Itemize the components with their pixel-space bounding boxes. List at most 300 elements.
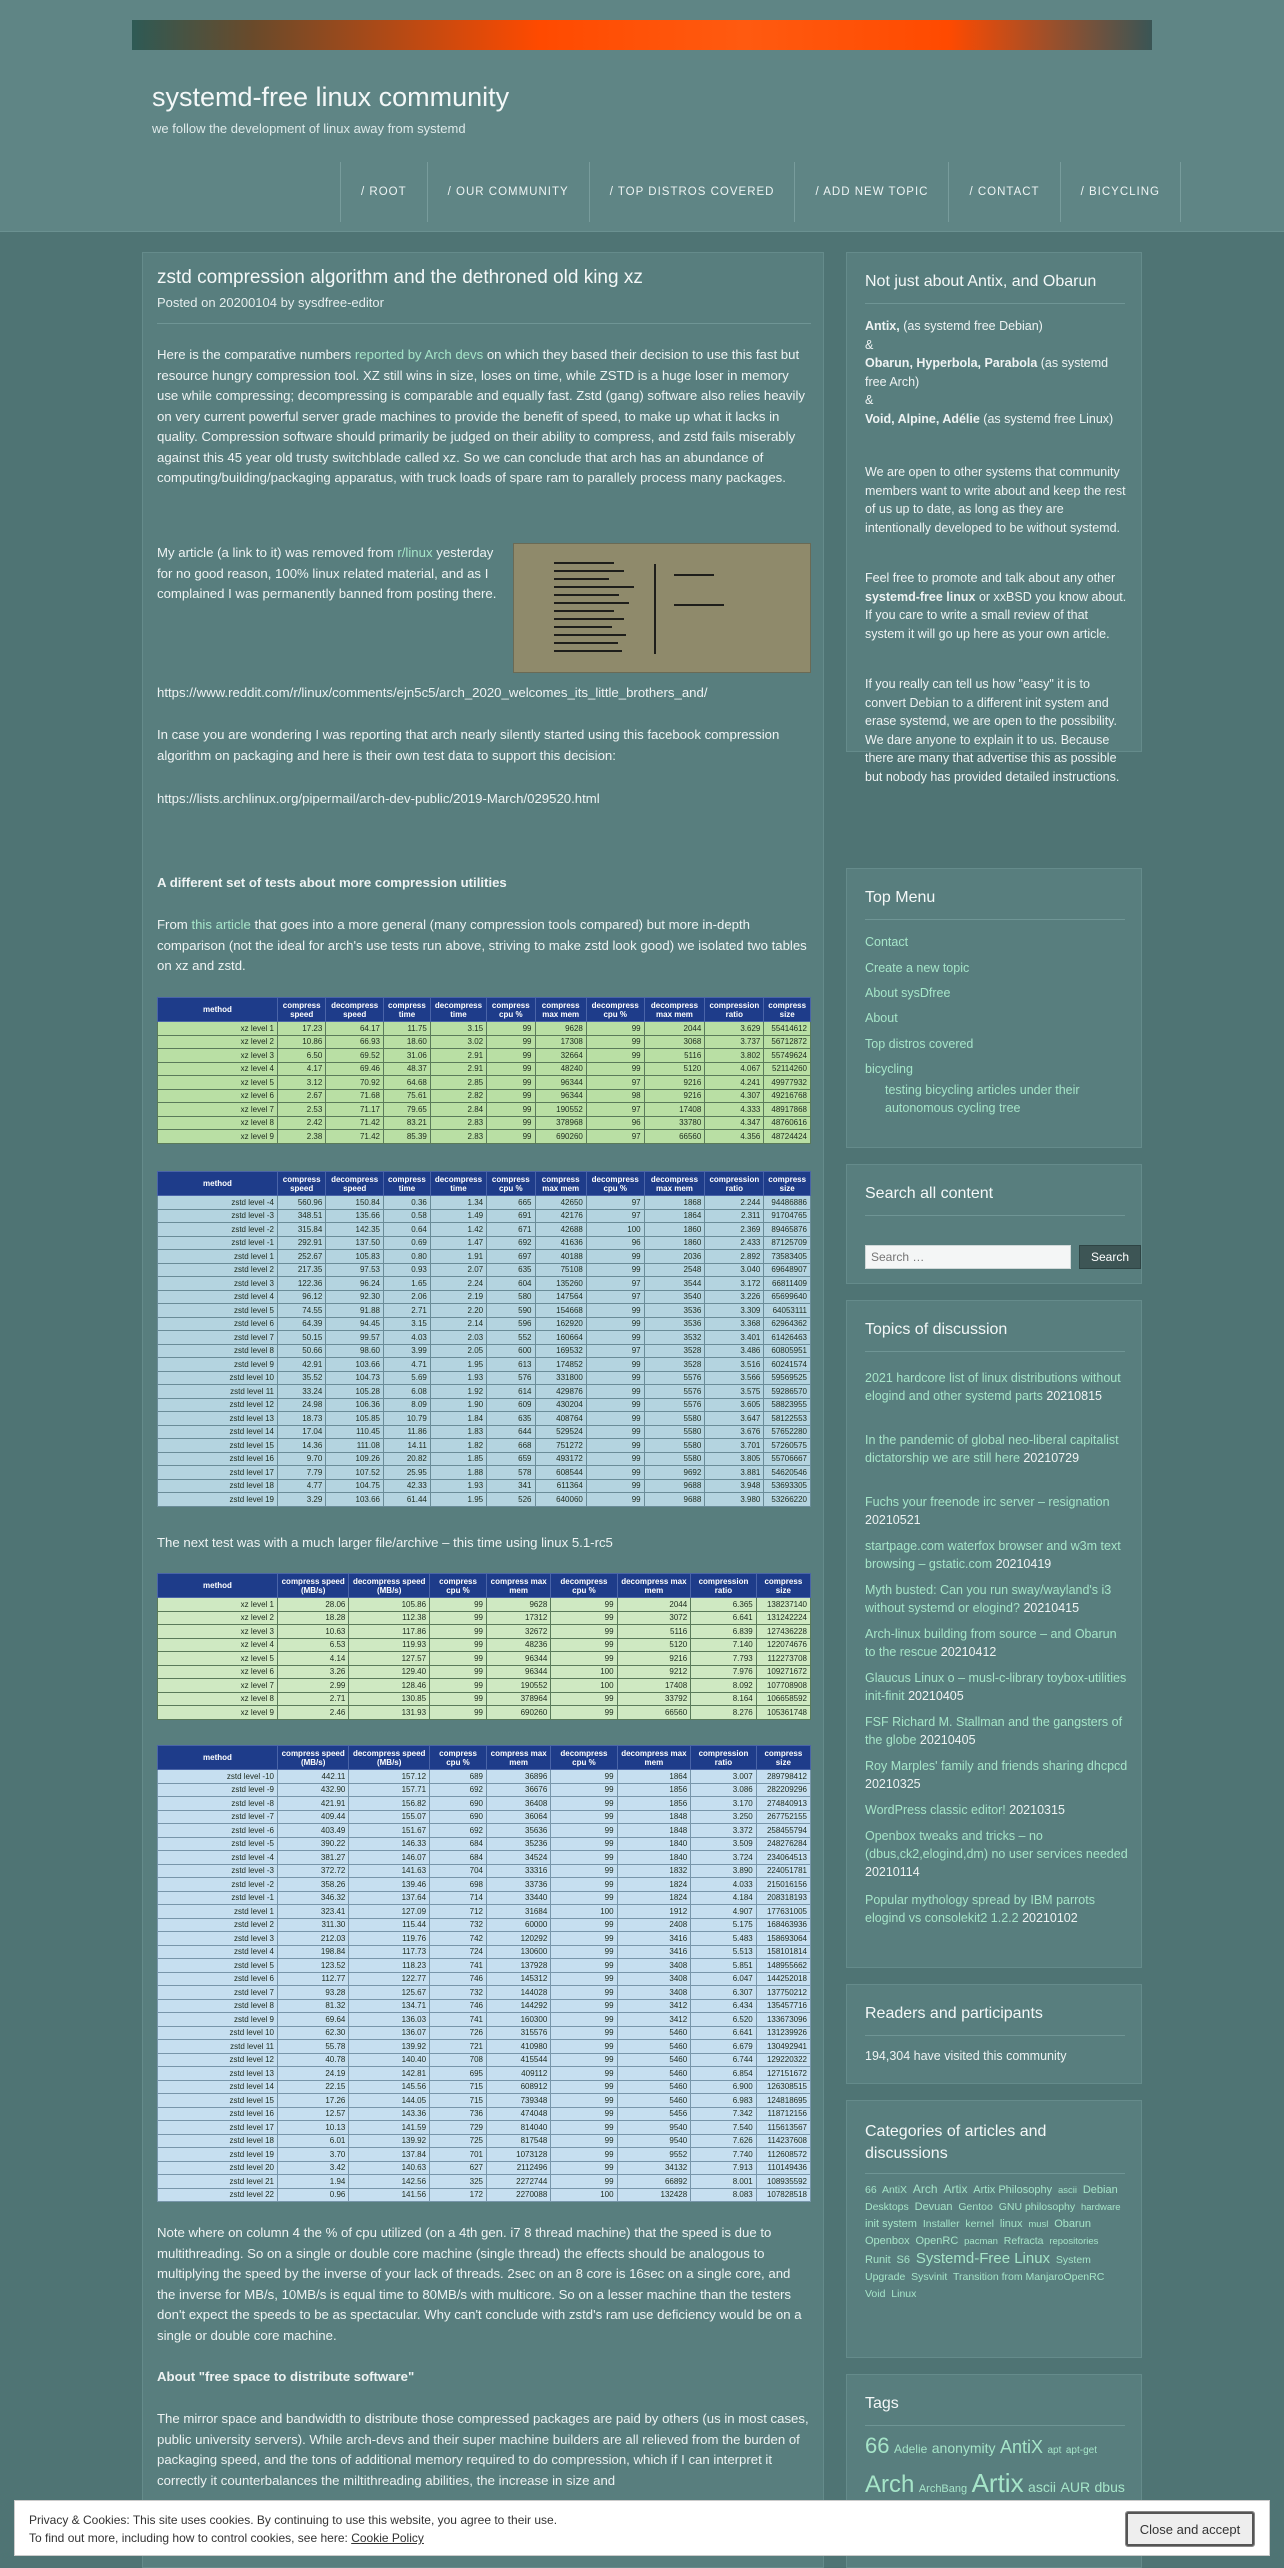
tag-link[interactable]: ArchBang (918, 2483, 968, 2495)
table-cell: 1.88 (430, 1466, 486, 1480)
table-cell: 7.140 (691, 1638, 757, 1652)
table-cell: 137.50 (326, 1236, 384, 1250)
category-link[interactable]: Runit (865, 2254, 891, 2266)
table-row (158, 1598, 811, 1612)
table-cell: 97 (586, 1076, 644, 1090)
column-header: compress size (764, 998, 811, 1022)
table-cell: 99 (551, 1692, 617, 1706)
nav-bicycling[interactable]: / BICYCLING (1061, 162, 1181, 222)
table-cell: 9540 (617, 2134, 691, 2148)
table-cell: 136.03 (349, 2013, 430, 2027)
table-cell: 2.244 (705, 1196, 764, 1210)
table-cell: 2.38 (278, 1130, 326, 1144)
table-row (158, 1116, 811, 1130)
table-cell: 1.85 (430, 1452, 486, 1466)
tag-link[interactable]: AntiX (1000, 2437, 1044, 2457)
table-cell: 529524 (535, 1425, 586, 1439)
cookie-text (29, 2511, 557, 2547)
tag-link[interactable]: ascii (1028, 2479, 1057, 2495)
table-cell: 141.63 (349, 1864, 430, 1878)
table-cell: 3.629 (705, 1022, 764, 1036)
post-meta (157, 295, 384, 310)
tag-link[interactable]: Adelie (893, 2442, 928, 2456)
menu-sub-bicycling[interactable]: testing bicycling articles under their autonomous cycling tree (885, 1083, 1080, 1115)
paragraph-mirror-space: The mirror space and bandwidth to distribute those compressed packages are paid by others (us in most cases, public university servers). While arch-devs and their super machine builders are all relieved from the burden of packaging speed, and the tons of additional memory required to do compression, which if I can interpret it correctly it counterbalances the miltithreading abilities, the increase in size and (157, 2411, 809, 2488)
table-cell: 3.805 (705, 1452, 764, 1466)
table-row (158, 1493, 811, 1507)
cookie-line-2 (29, 2529, 557, 2547)
table-cell: 106.36 (326, 1398, 384, 1412)
table-cell: 25.95 (384, 1466, 431, 1480)
table-row (158, 1959, 811, 1973)
table-row (158, 1425, 811, 1439)
table-cell: 99 (551, 2053, 617, 2067)
table-cell: 48760616 (764, 1116, 811, 1130)
table-cell: zstd level -6 (158, 1824, 278, 1838)
table-cell: 3.26 (278, 1665, 349, 1679)
topic-link[interactable]: 2021 hardcore list of linux distributions without elogind and other systemd parts (865, 1371, 1121, 1403)
category-link[interactable]: repositories (1049, 2236, 1099, 2247)
table-cell: 135260 (535, 1277, 586, 1291)
table-cell: 190552 (535, 1103, 586, 1117)
table-cell: 0.58 (384, 1209, 431, 1223)
cookie-policy-link[interactable]: Cookie Policy (351, 2531, 424, 2545)
rlinux-link[interactable]: r/linux (397, 545, 433, 560)
category-link[interactable]: Void (865, 2288, 886, 2300)
table-cell: 1824 (617, 1891, 691, 1905)
table-cell: 99 (551, 1837, 617, 1851)
category-link[interactable]: kernel (965, 2218, 995, 2230)
table-cell: 6.53 (278, 1638, 349, 1652)
table-row (158, 1452, 811, 1466)
category-link[interactable]: S6 (896, 2254, 910, 2266)
tag-link[interactable]: apt (1047, 2445, 1062, 2456)
table-cell: 130.85 (349, 1692, 430, 1706)
table-cell: 692 (487, 1236, 535, 1250)
table-cell: 560.96 (278, 1196, 326, 1210)
column-header: compression ratio (691, 1746, 757, 1770)
topic-link[interactable]: Myth busted: Can you run sway/wayland's i3 without systemd or elogind? (865, 1583, 1112, 1615)
category-link[interactable]: Desktops (865, 2201, 909, 2213)
table-cell: 609 (487, 1398, 535, 1412)
column-header: method (158, 998, 278, 1022)
widget-readers (846, 1984, 1142, 2084)
menu-contact[interactable]: Contact (865, 935, 909, 949)
table-cell: 97 (586, 1209, 644, 1223)
table-cell: xz level 7 (158, 1679, 278, 1693)
menu-top-distros[interactable]: Top distros covered (865, 1037, 974, 1051)
arch-list-link[interactable]: https://lists.archlinux.org/pipermail/arch-dev-public/2019-March/029520.html (157, 791, 600, 806)
table-cell: xz level 7 (158, 1103, 278, 1117)
table-cell: 403.49 (278, 1824, 349, 1838)
topic-link[interactable]: Fuchs your freenode irc server – resignation (865, 1495, 1110, 1509)
table-cell: 2.07 (430, 1263, 486, 1277)
search-button[interactable]: Search (1079, 1245, 1141, 1269)
this-article-link[interactable]: this article (191, 917, 251, 932)
table-cell: 125.67 (349, 1986, 430, 2000)
table-cell: xz level 5 (158, 1076, 278, 1090)
table-cell: xz level 6 (158, 1089, 278, 1103)
table-cell: 5576 (644, 1371, 705, 1385)
category-link[interactable]: Transition from ManjaroOpenRC (952, 2271, 1105, 2283)
topic-link[interactable]: Arch-linux building from source – and Obarun to the rescue (865, 1627, 1117, 1659)
table-cell: 14.36 (278, 1439, 326, 1453)
table-cell: zstd level 1 (158, 1905, 278, 1919)
table-cell: 4.71 (384, 1358, 431, 1372)
table-cell: 315576 (487, 2026, 551, 2040)
column-header: compress cpu % (487, 1172, 535, 1196)
table-cell: 2270088 (487, 2188, 551, 2202)
table-cell: 248276284 (756, 1837, 810, 1851)
widget-title: Tags (865, 2395, 899, 2412)
table-cell: 1.93 (430, 1371, 486, 1385)
tag-link[interactable]: dbus (1094, 2479, 1125, 2495)
tag-link[interactable]: apt-get (1065, 2445, 1097, 2456)
table-cell: 33736 (487, 1878, 551, 1892)
widget-title: Readers and participants (865, 2005, 1043, 2022)
menu-create-topic[interactable]: Create a new topic (865, 961, 970, 975)
table-cell: zstd level -3 (158, 1209, 278, 1223)
table-cell: 174852 (535, 1358, 586, 1372)
category-link[interactable]: Refracta (1003, 2235, 1044, 2247)
category-link[interactable]: ascii (1058, 2185, 1078, 2196)
table-cell: 138237140 (756, 1598, 810, 1612)
search-input[interactable] (865, 1245, 1071, 1269)
table-cell: 1860 (644, 1236, 705, 1250)
table-cell: 2.03 (430, 1331, 486, 1345)
table-cell: 608544 (535, 1466, 586, 1480)
category-link[interactable]: Devuan (914, 2201, 953, 2213)
table-cell: 0.69 (384, 1236, 431, 1250)
table-cell: 99 (586, 1439, 644, 1453)
table-cell: 52114260 (764, 1062, 811, 1076)
table-cell: 10.79 (384, 1412, 431, 1426)
table-cell: 112.77 (278, 1972, 349, 1986)
table-cell: 3.980 (705, 1493, 764, 1507)
topic-link[interactable]: FSF Richard M. Stallman and the gangsters of the globe (865, 1715, 1123, 1747)
nav-contact[interactable]: / CONTACT (949, 162, 1060, 222)
table-cell: 99 (430, 1665, 487, 1679)
table-cell: zstd level 5 (158, 1959, 278, 1973)
menu-about[interactable]: About (865, 1011, 898, 1025)
menu-bicycling[interactable]: bicycling (865, 1062, 913, 1076)
table-cell: 695 (430, 2067, 487, 2081)
tag-link[interactable]: Artix (971, 2468, 1024, 2498)
column-header: compress time (384, 998, 431, 1022)
table-cell: 128.46 (349, 1679, 430, 1693)
table-cell: 99 (551, 2134, 617, 2148)
close-and-accept-button[interactable]: Close and accept (1125, 2511, 1255, 2547)
table-cell: 3408 (617, 1986, 691, 2000)
table-cell: 9688 (644, 1479, 705, 1493)
table-cell: 146.07 (349, 1851, 430, 1865)
table-cell: zstd level 9 (158, 1358, 278, 1372)
table-cell: 252.67 (278, 1250, 326, 1264)
table-cell: 2.311 (705, 1209, 764, 1223)
category-cloud (865, 2181, 1129, 2303)
table-cell: 140.40 (349, 2053, 430, 2067)
topic-link[interactable]: startpage.com waterfox browser and w3m text browsing – gstatic.com (865, 1539, 1121, 1571)
table-cell: 115613567 (756, 2121, 810, 2135)
table-cell: 714 (430, 1891, 487, 1905)
site-title[interactable]: systemd-free linux community (152, 82, 510, 112)
divider (865, 303, 1125, 304)
table-cell: 96344 (487, 1665, 551, 1679)
table-cell: 715 (430, 2080, 487, 2094)
column-header: compression ratio (705, 1172, 764, 1196)
table-cell: 99 (487, 1116, 535, 1130)
table-cell: 59286570 (764, 1385, 811, 1399)
topic-link[interactable]: Glaucus Linux o – musl-c-library toybox-utilities init-finit (865, 1671, 1127, 1703)
table-cell: 2.42 (278, 1116, 326, 1130)
table-cell: 2.05 (430, 1344, 486, 1358)
table-cell: 60241574 (764, 1358, 811, 1372)
category-link[interactable]: Gentoo (958, 2201, 993, 2213)
topic-link[interactable]: Popular mythology spread by IBM parrots elogind vs consolekit2 1.2.2 (865, 1893, 1095, 1925)
post-title[interactable]: zstd compression algorithm and the dethroned old king xz (157, 267, 643, 288)
table-cell: 120292 (487, 1932, 551, 1946)
category-link[interactable]: GNU philosophy (998, 2201, 1076, 2213)
table-cell: 736 (430, 2107, 487, 2121)
table-cell: 53266220 (764, 1493, 811, 1507)
table-row (158, 1851, 811, 1865)
table-row (158, 1905, 811, 1919)
table-cell: zstd level -2 (158, 1223, 278, 1237)
table-cell: 7.793 (691, 1652, 757, 1666)
category-link[interactable]: 66 (865, 2184, 877, 2196)
table-cell: 71.42 (326, 1116, 384, 1130)
table-cell: zstd level 17 (158, 1466, 278, 1480)
nav-root[interactable]: / ROOT (341, 162, 428, 222)
table-cell: 1.34 (430, 1196, 486, 1210)
table-cell: 11.75 (384, 1022, 431, 1036)
table-cell: 118712156 (756, 2107, 810, 2121)
table-row (158, 1196, 811, 1210)
tag-link[interactable]: 66 (865, 2433, 890, 2458)
text: that goes into a more general (many compression tools compared) but more in-depth comparison (not the ideal for arch's use tests run above, striving to make zstd look good) we isolated two tables on xz and zstd. (157, 917, 807, 973)
menu-about-sysdfree[interactable]: About sysDfree (865, 986, 951, 1000)
table-row (158, 1824, 811, 1838)
table-cell: 493172 (535, 1452, 586, 1466)
table-cell: 3.15 (384, 1317, 431, 1331)
topic-link[interactable]: In the pandemic of global neo-liberal capitalist dictatorship we are still here (865, 1433, 1119, 1465)
table-cell: 323.41 (278, 1905, 349, 1919)
text: or xxBSD you know about. If you care to write a small review of that system it will go up here as your own article. (865, 589, 1127, 641)
table-cell: 112.38 (349, 1611, 430, 1625)
table-cell: 94486886 (764, 1196, 811, 1210)
table-cell: 119.93 (349, 1638, 430, 1652)
arch-test-data-screenshot[interactable] (513, 543, 811, 673)
category-link[interactable]: AntiX (881, 2184, 908, 2196)
table-cell: zstd level 16 (158, 1452, 278, 1466)
table-cell: zstd level 5 (158, 1304, 278, 1318)
table-cell: 147564 (535, 1290, 586, 1304)
table-cell: 224051781 (756, 1864, 810, 1878)
topic-date: 20210729 (1023, 1451, 1080, 1465)
table-cell: 36676 (487, 1783, 551, 1797)
category-link[interactable]: Systemd-Free Linux (915, 2250, 1051, 2267)
table-cell: 611364 (535, 1479, 586, 1493)
category-link[interactable]: OpenRC (915, 2235, 959, 2247)
table-cell: 697 (487, 1250, 535, 1264)
table-cell: 97 (586, 1344, 644, 1358)
category-link[interactable]: hardware (1080, 2202, 1121, 2213)
table-cell: 99 (487, 1022, 535, 1036)
table-cell: 129220322 (756, 2053, 810, 2067)
table-cell: 4.77 (278, 1479, 326, 1493)
category-link[interactable]: System Upgrade (865, 2254, 1091, 2283)
table-cell: 99 (487, 1076, 535, 1090)
paragraph-from-article (157, 915, 811, 977)
table-row (158, 1891, 811, 1905)
category-link[interactable]: musl (1028, 2219, 1049, 2230)
category-link[interactable]: Artix Philosophy (973, 2184, 1053, 2196)
table-row (158, 1317, 811, 1331)
table-cell: 2.892 (705, 1250, 764, 1264)
table-cell: zstd level 15 (158, 1439, 278, 1453)
table-cell: 10.86 (278, 1035, 326, 1049)
table-cell: 71.17 (326, 1103, 384, 1117)
table-cell: 71.68 (326, 1089, 384, 1103)
category-link[interactable]: Sysvinit (911, 2271, 948, 2283)
table-row (158, 1999, 811, 2013)
table-cell: zstd level 4 (158, 1945, 278, 1959)
table-cell: 144028 (487, 1986, 551, 2000)
table-cell: 258455794 (756, 1824, 810, 1838)
table-row (158, 1864, 811, 1878)
divider (865, 2173, 1125, 2174)
table-cell: 671 (487, 1223, 535, 1237)
header-banner-image (132, 20, 1152, 50)
table-cell: 58823955 (764, 1398, 811, 1412)
table-cell: 139.92 (349, 2134, 430, 2148)
table-cell: 71.42 (326, 1130, 384, 1144)
table-cell: 0.96 (278, 2188, 349, 2202)
table-cell: 17408 (644, 1103, 705, 1117)
table-cell: 4.14 (278, 1652, 349, 1666)
tag-link[interactable]: anonymity (931, 2440, 996, 2456)
table-cell: 129.40 (349, 1665, 430, 1679)
table-row (158, 1652, 811, 1666)
column-header: compress speed (278, 998, 326, 1022)
table-cell: 348.51 (278, 1209, 326, 1223)
column-header: compress size (756, 1574, 810, 1598)
table-cell: 9212 (617, 1665, 691, 1679)
topic-item (865, 1757, 1129, 1793)
table-cell: 96344 (535, 1089, 586, 1103)
topic-link[interactable]: WordPress classic editor! (865, 1803, 1006, 1817)
category-link[interactable]: linux (999, 2218, 1023, 2230)
table-cell: zstd level 11 (158, 2040, 278, 2054)
table-cell: 99 (551, 1878, 617, 1892)
table-cell: 1864 (644, 1209, 705, 1223)
table-cell: 9216 (644, 1076, 705, 1090)
nav-add-new-topic[interactable]: / ADD NEW TOPIC (795, 162, 949, 222)
table-cell: 103.66 (326, 1493, 384, 1507)
table-cell: 6.01 (278, 2134, 349, 2148)
category-link[interactable]: Linux (891, 2288, 917, 2300)
table-cell: 99 (430, 1611, 487, 1625)
tag-link[interactable]: AUR (1060, 2479, 1091, 2495)
table-cell: 1840 (617, 1851, 691, 1865)
nav-top-distros[interactable]: / TOP DISTROS COVERED (590, 162, 796, 222)
table-cell: 99 (586, 1263, 644, 1277)
table-cell: 6.839 (691, 1625, 757, 1639)
table-header-row (158, 1172, 811, 1196)
category-link[interactable]: init system (865, 2218, 917, 2230)
table-cell: 729 (430, 2121, 487, 2135)
category-link[interactable]: Installer (922, 2218, 960, 2230)
table-cell: 9692 (644, 1466, 705, 1480)
table-cell: 5.513 (691, 1945, 757, 1959)
topic-link[interactable]: Roy Marples' family and friends sharing dhcpcd (865, 1759, 1128, 1773)
table-row (158, 1304, 811, 1318)
table-cell: 635 (487, 1412, 535, 1426)
table-cell: 1848 (617, 1824, 691, 1838)
post-author[interactable]: sysdfree-editor (297, 295, 384, 310)
column-header: compress time (384, 1172, 431, 1196)
paragraph-removed (157, 543, 497, 605)
table-cell: 3.948 (705, 1479, 764, 1493)
table-cell: 12.57 (278, 2107, 349, 2121)
table-cell: 99 (487, 1035, 535, 1049)
table-cell: 127436228 (756, 1625, 810, 1639)
table-cell: 608912 (487, 2080, 551, 2094)
reddit-link[interactable]: https://www.reddit.com/r/linux/comments/ejn5c5/arch_2020_welcomes_its_little_brothers_and/ (157, 685, 708, 700)
category-link[interactable]: Debian (1082, 2184, 1118, 2196)
table-row (158, 1331, 811, 1345)
category-link[interactable]: Artix (943, 2182, 968, 2196)
tag-link[interactable]: Arch (865, 2471, 915, 2498)
table-cell: 8.276 (691, 1706, 757, 1720)
category-link[interactable]: Openbox (865, 2235, 910, 2247)
category-link[interactable]: pacman (964, 2236, 998, 2247)
category-link[interactable]: Arch (912, 2182, 938, 2196)
arch-devs-link[interactable]: reported by Arch devs (354, 347, 484, 362)
table-cell: 580 (487, 1290, 535, 1304)
table-cell: 58122553 (764, 1412, 811, 1426)
text: systemd-free linux (865, 589, 976, 604)
post-date[interactable]: 20200104 (219, 295, 277, 310)
table-cell: 2.83 (430, 1130, 486, 1144)
table-cell: 99 (551, 2107, 617, 2121)
table-cell: 311.30 (278, 1918, 349, 1932)
table-cell: 704 (430, 1864, 487, 1878)
category-link[interactable]: Obarun (1054, 2218, 1091, 2230)
topic-link[interactable]: Openbox tweaks and tricks – no (dbus,ck2,elogind,dm) no user services needed (865, 1829, 1128, 1861)
table-cell: 24.19 (278, 2067, 349, 2081)
table-row (158, 2053, 811, 2067)
table-cell: 341 (487, 1479, 535, 1493)
table-cell: 3540 (644, 1290, 705, 1304)
table-cell: 715 (430, 2094, 487, 2108)
table-cell: 659 (487, 1452, 535, 1466)
table-cell: xz level 8 (158, 1692, 278, 1706)
table-cell: 1.49 (430, 1209, 486, 1223)
table-cell: 3408 (617, 1959, 691, 1973)
nav-our-community[interactable]: / OUR COMMUNITY (428, 162, 590, 222)
table-cell: 3.226 (705, 1290, 764, 1304)
table-cell: 3.701 (705, 1439, 764, 1453)
table-cell: 99 (551, 1611, 617, 1625)
table-cell: zstd level 16 (158, 2107, 278, 2121)
table-cell: 3.486 (705, 1344, 764, 1358)
table-cell: 6.641 (691, 1611, 757, 1625)
table-cell: 145.56 (349, 2080, 430, 2094)
table-cell: 131239926 (756, 2026, 810, 2040)
table-row (158, 1810, 811, 1824)
table-cell: 7.342 (691, 2107, 757, 2121)
